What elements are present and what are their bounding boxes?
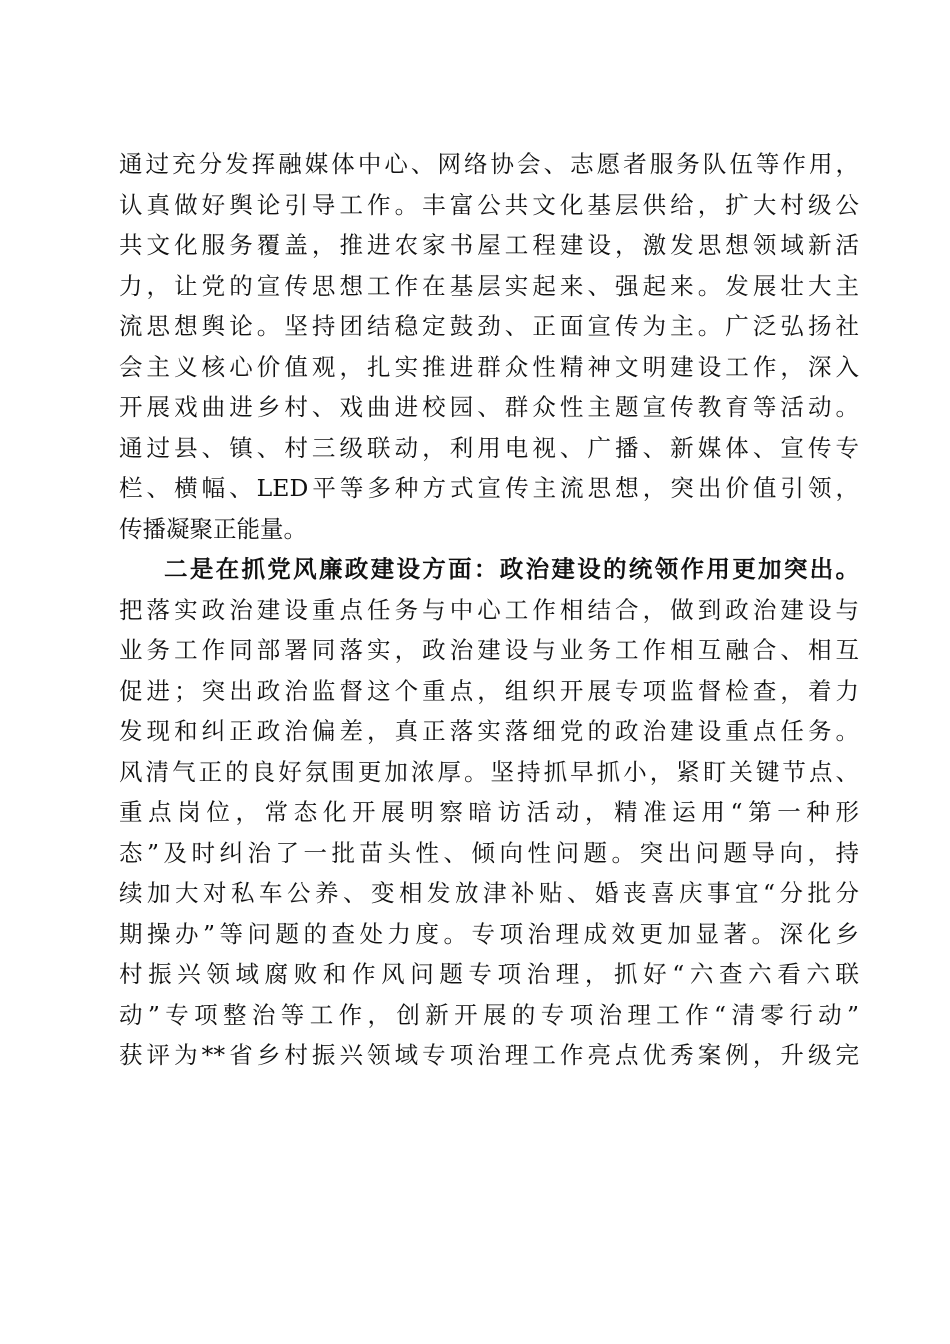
text-line: 重点岗位，常态化开展明察暗访活动，精准运用“第一种形 xyxy=(119,798,859,826)
paragraph-1 xyxy=(119,144,859,549)
text-line: 业务工作同部署同落实，政治建设与业务工作相互融合、相互 xyxy=(119,636,859,664)
text-line: 传播凝聚正能量。 xyxy=(119,514,307,543)
text-line: 风清气正的良好氛围更加浓厚。坚持抓早抓小，紧盯关键节点、 xyxy=(119,757,859,786)
text-line: 发现和纠正政治偏差，真正落实落细党的政治建设重点任务。 xyxy=(119,717,859,745)
text-line: 通过充分发挥融媒体中心、网络协会、志愿者服务队伍等作用， xyxy=(119,150,859,178)
text-line: 共文化服务覆盖，推进农家书屋工程建设，激发思想领域新活 xyxy=(119,231,859,259)
text-line: 获评为**省乡村振兴领域专项治理工作亮点优秀案例，升级完 xyxy=(119,1041,859,1069)
document-body xyxy=(119,144,859,1076)
text-line: 动”专项整治等工作，创新开展的专项治理工作“清零行动” xyxy=(119,1000,859,1029)
text-line: 期操办”等问题的查处力度。专项治理成效更加显著。深化乡 xyxy=(119,919,859,948)
paragraph-2 xyxy=(119,549,859,1076)
text-line: 会主义核心价值观，扎实推进群众性精神文明建设工作，深入 xyxy=(119,352,859,381)
text-line: 栏、横幅、LED平等多种方式宣传主流思想，突出价值引领， xyxy=(119,474,859,502)
text-line: 通过县、镇、村三级联动，利用电视、广播、新媒体、宣传专 xyxy=(119,433,859,462)
text-line: 认真做好舆论引导工作。丰富公共文化基层供给，扩大村级公 xyxy=(119,190,859,219)
text-line: 把落实政治建设重点任务与中心工作相结合，做到政治建设与 xyxy=(119,595,859,624)
text-line: 续加大对私车公养、变相发放津补贴、婚丧喜庆事宜“分批分 xyxy=(119,879,859,907)
text-line: 促进；突出政治监督这个重点，组织开展专项监督检查，着力 xyxy=(119,676,859,705)
text-line: 力，让党的宣传思想工作在基层实起来、强起来。发展壮大主 xyxy=(119,271,859,300)
text-line: 村振兴领域腐败和作风问题专项治理，抓好“六查六看六联 xyxy=(119,960,859,988)
paragraph-heading: 二是在抓党风廉政建设方面：政治建设的统领作用更加突出。 xyxy=(164,555,859,583)
text-line: 态”及时纠治了一批苗头性、倾向性问题。突出问题导向，持 xyxy=(119,838,859,867)
text-line: 流思想舆论。坚持团结稳定鼓劲、正面宣传为主。广泛弘扬社 xyxy=(119,312,859,340)
text-line: 开展戏曲进乡村、戏曲进校园、群众性主题宣传教育等活动。 xyxy=(119,393,859,421)
